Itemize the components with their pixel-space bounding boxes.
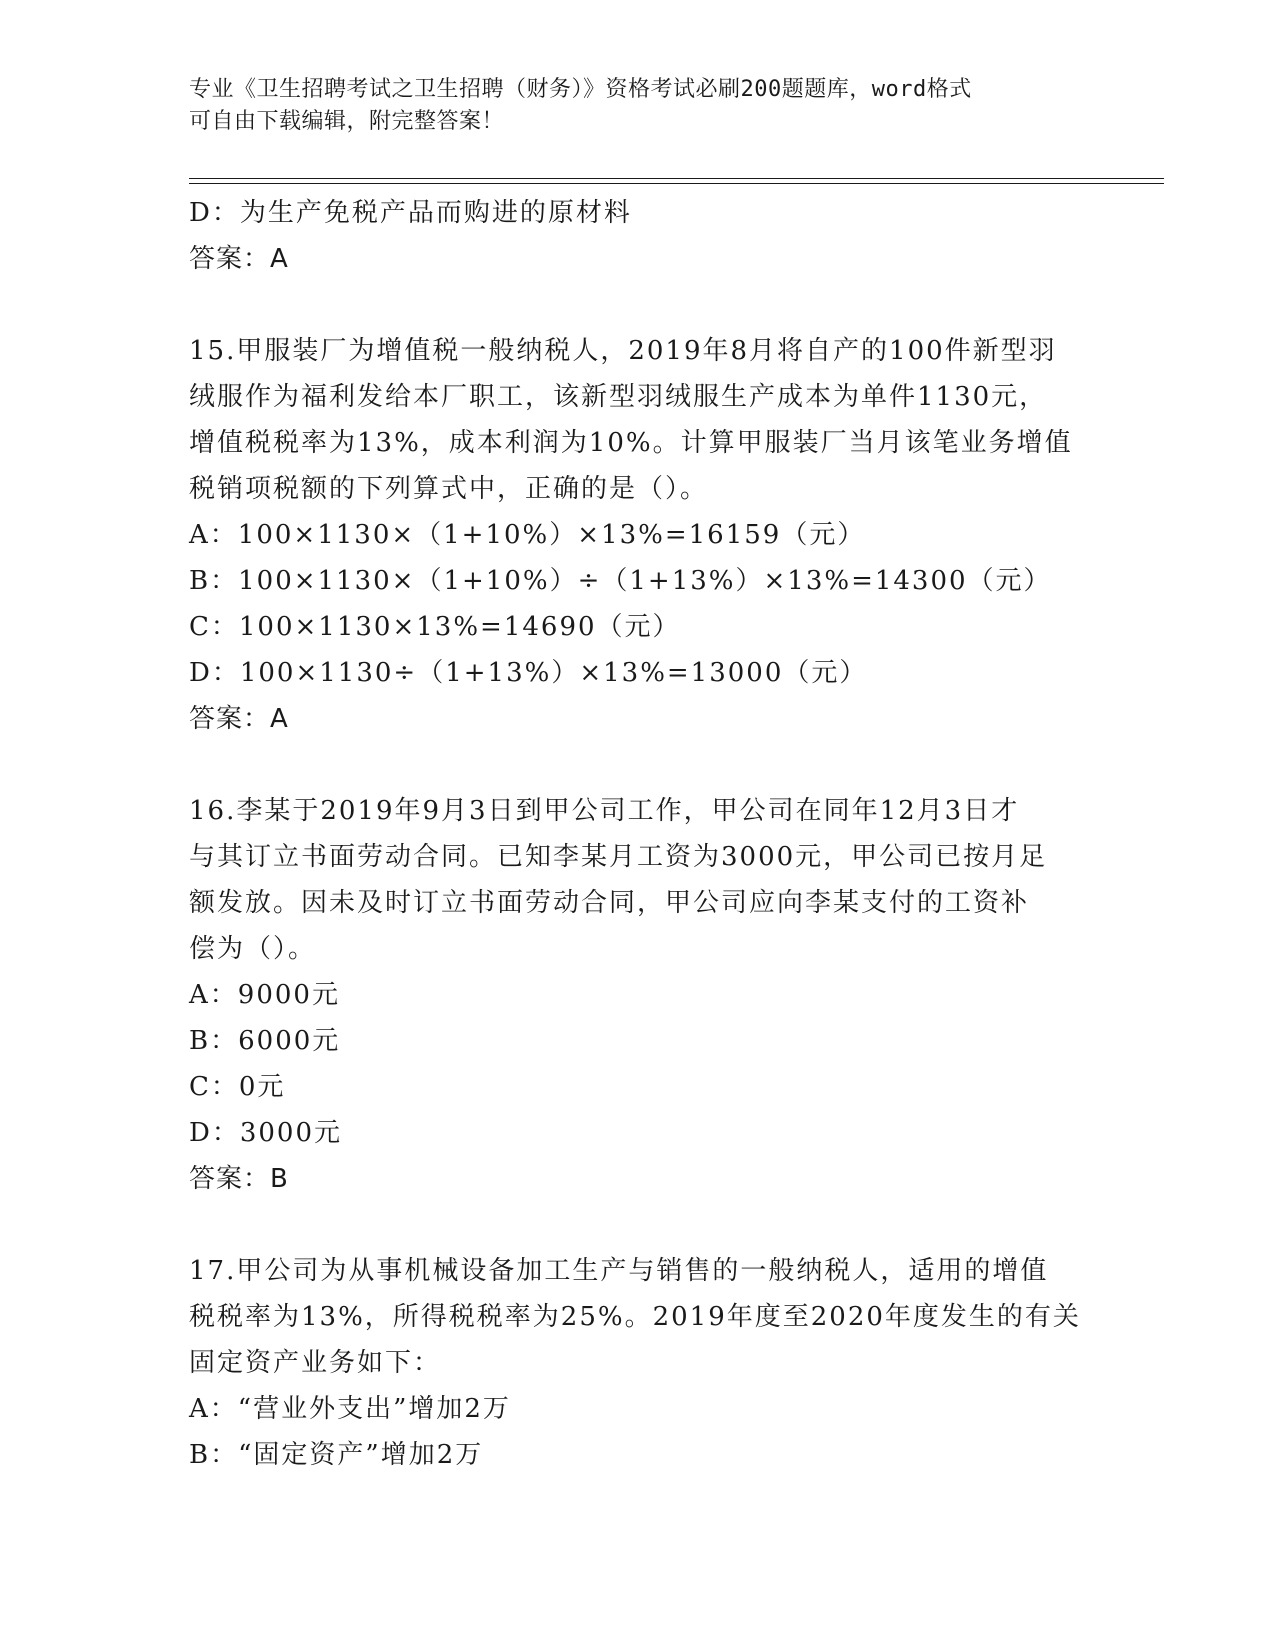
header-divider-bottom	[189, 183, 1164, 184]
answer-label: 答案：B	[189, 1164, 289, 1194]
answer-label: 答案：A	[189, 704, 289, 734]
question-stem-line: 绒服作为福利发给本厂职工，该新型羽绒服生产成本为单件1130元，	[189, 382, 1048, 412]
option-d: D：3000元	[189, 1118, 343, 1148]
header-divider-top	[189, 178, 1164, 179]
option-d: D：为生产免税产品而购进的原材料	[189, 198, 632, 228]
header-line-2: 可自由下载编辑，附完整答案！	[189, 109, 505, 134]
spacer	[189, 282, 1089, 328]
question-17	[189, 1248, 1089, 1478]
answer-label: 答案：A	[189, 244, 289, 274]
option-a: A：9000元	[189, 980, 340, 1010]
question-stem-line: 税销项税额的下列算式中，正确的是（）。	[189, 474, 709, 504]
option-b: B：100×1130×（1+10%）÷（1+13%）×13%=14300（元）	[189, 566, 1052, 596]
question-stem-line: 额发放。因未及时订立书面劳动合同，甲公司应向李某支付的工资补	[189, 888, 1030, 918]
spacer	[189, 742, 1089, 788]
spacer	[189, 1202, 1089, 1248]
option-c: C：100×1130×13%=14690（元）	[189, 612, 681, 642]
document-header	[189, 74, 1069, 138]
question-stem-line: 16.李某于2019年9月3日到甲公司工作，甲公司在同年12月3日才	[189, 796, 1020, 826]
question-stem-line: 17.甲公司为从事机械设备加工生产与销售的一般纳税人，适用的增值	[189, 1256, 1049, 1286]
document-body	[189, 190, 1089, 1478]
question-stem-line: 与其订立书面劳动合同。已知李某月工资为3000元，甲公司已按月足	[189, 842, 1048, 872]
question-stem-line: 固定资产业务如下：	[189, 1348, 442, 1378]
option-b: B：6000元	[189, 1026, 341, 1056]
question-stem-line: 税税率为13%，所得税税率为25%。2019年度至2020年度发生的有关	[189, 1302, 1081, 1332]
question-stem-line: 增值税税率为13%，成本利润为10%。计算甲服装厂当月该笔业务增值	[189, 428, 1073, 458]
question-15	[189, 328, 1089, 742]
option-b: B：“固定资产”增加2万	[189, 1440, 484, 1470]
question-16	[189, 788, 1089, 1202]
option-d: D：100×1130÷（1+13%）×13%=13000（元）	[189, 658, 868, 688]
question-stem-line: 15.甲服装厂为增值税一般纳税人，2019年8月将自产的100件新型羽	[189, 336, 1057, 366]
option-c: C：0元	[189, 1072, 286, 1102]
question-14-tail	[189, 190, 1089, 282]
header-line-1: 专业《卫生招聘考试之卫生招聘（财务）》资格考试必刷200题题库，word格式	[189, 77, 972, 102]
option-a: A：100×1130×（1+10%）×13%=16159（元）	[189, 520, 866, 550]
option-a: A：“营业外支出”增加2万	[189, 1394, 511, 1424]
question-stem-line: 偿为（）。	[189, 934, 317, 964]
